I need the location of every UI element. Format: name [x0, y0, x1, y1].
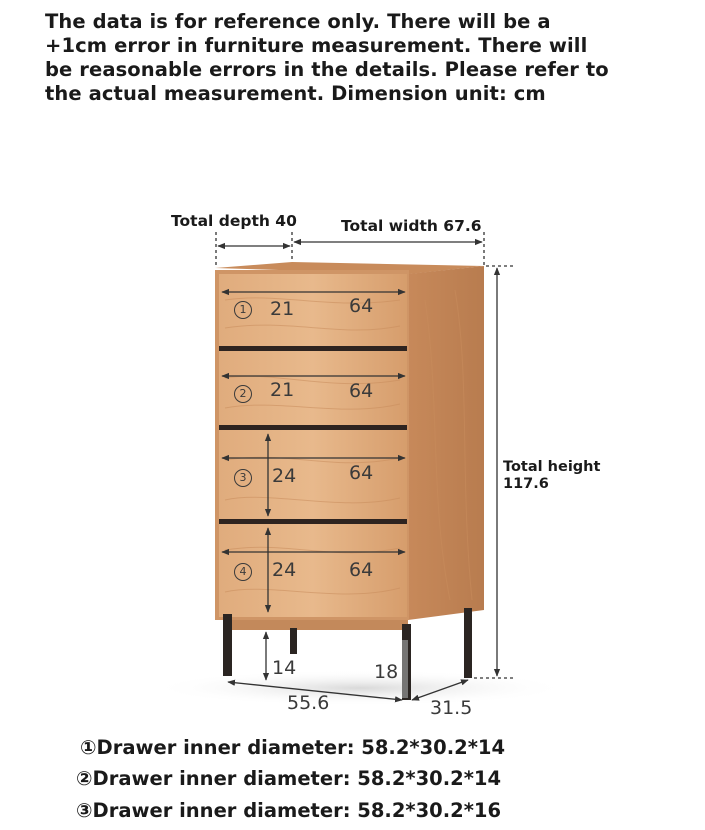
total-height-label — [503, 459, 600, 493]
cabinet-side — [408, 266, 484, 620]
drawer-spec-1: ①Drawer inner diameter: 58.2*30.2*14 — [80, 736, 506, 759]
drawer-4-width: 64 — [349, 559, 374, 581]
base-width-dim: 55.6 — [287, 692, 330, 714]
leg — [223, 614, 232, 676]
drawer-spec-3: ③Drawer inner diameter: 58.2*30.2*16 — [76, 799, 502, 822]
drawer-gap — [219, 346, 407, 351]
notice-line: The data is for reference only. There will be a — [45, 10, 551, 33]
leg-height-dim: 18 — [374, 661, 399, 683]
drawer-marker-1: 1 — [234, 301, 252, 319]
leg-gap-dim: 14 — [272, 657, 297, 679]
leg-height-marker — [402, 640, 408, 698]
drawer-1-width: 64 — [349, 295, 374, 317]
total-height-value: 117.6 — [503, 476, 549, 492]
total-width-label: Total width 67.6 — [341, 217, 482, 235]
drawer-gap — [219, 519, 407, 524]
drawer-3-width: 64 — [349, 462, 374, 484]
drawer-marker-3: 3 — [234, 469, 252, 487]
drawer-2-width: 64 — [349, 380, 374, 402]
floor-shadow — [150, 670, 570, 706]
notice-line: +1cm error in furniture measurement. There will — [45, 34, 588, 57]
drawer-spec-2: ②Drawer inner diameter: 58.2*30.2*14 — [76, 767, 502, 790]
drawer-2-height: 21 — [270, 379, 295, 401]
base-depth-dim: 31.5 — [430, 697, 473, 719]
drawer-4-height: 24 — [272, 559, 297, 581]
base-plinth — [230, 620, 408, 630]
drawer-1-height: 21 — [270, 298, 295, 320]
notice-line: the actual measurement. Dimension unit: cm — [45, 82, 546, 105]
drawer-gap — [219, 425, 407, 430]
drawer-marker-2: 2 — [234, 385, 252, 403]
total-depth-label: Total depth 40 — [171, 212, 297, 230]
leg — [290, 628, 297, 654]
total-height-title: Total height — [503, 459, 601, 475]
leg — [464, 608, 472, 678]
notice-line: be reasonable errors in the details. Please refer to — [45, 58, 609, 81]
drawer-marker-4: 4 — [234, 563, 252, 581]
drawer-3-height: 24 — [272, 465, 297, 487]
